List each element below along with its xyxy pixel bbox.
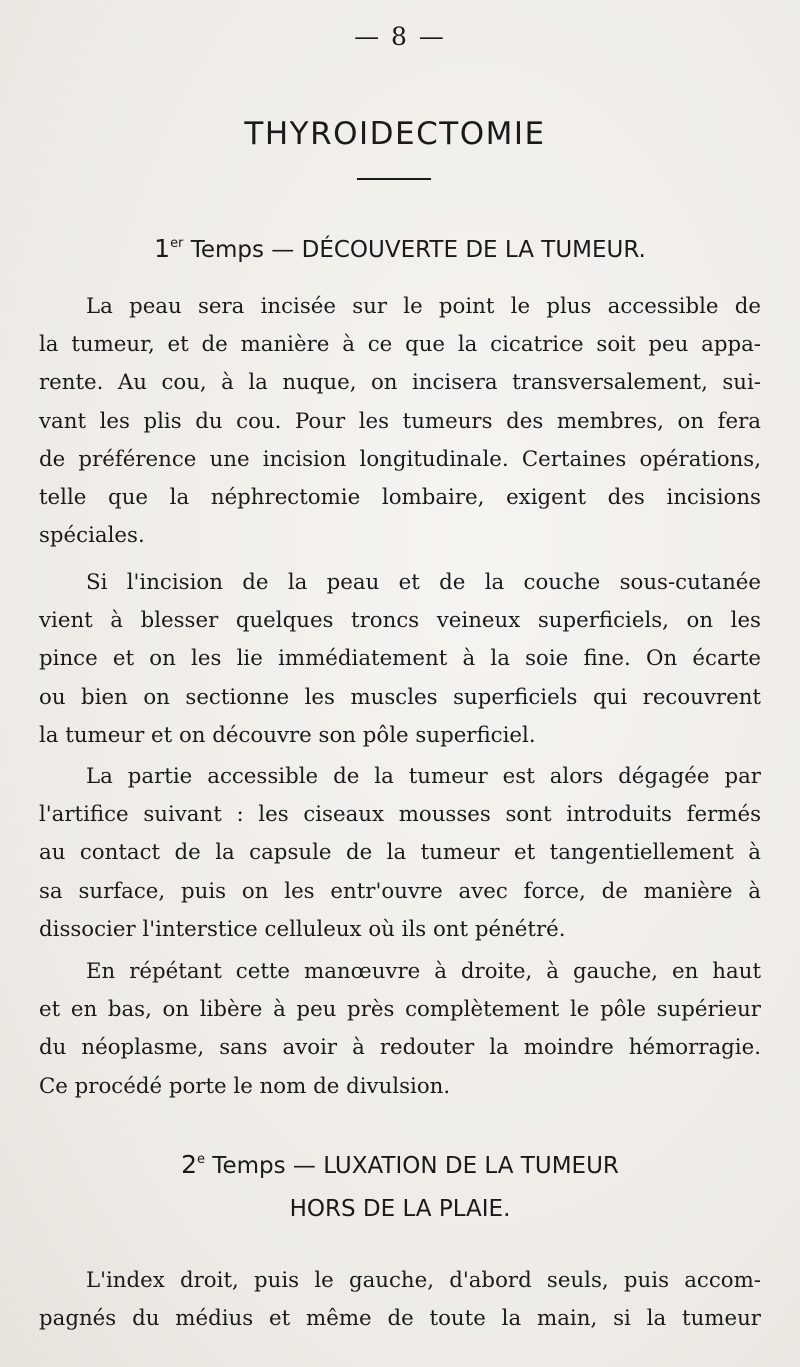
- section-heading-2: [0, 1150, 800, 1179]
- text-line: La partie accessible de la tumeur est alors dégagée par: [86, 764, 761, 789]
- section-heading-2-line-2: HORS DE LA PLAIE.: [289, 1196, 511, 1222]
- text-line: l'artifice suivant : les ciseaux mousses sont introduits fermés: [39, 802, 761, 828]
- text-line: dissocier l'interstice celluleux où ils ont pénétré.: [39, 916, 566, 942]
- section-1-label: Temps — DÉCOUVERTE DE LA TUMEUR.: [183, 237, 646, 263]
- text-line: spéciales.: [39, 523, 145, 549]
- page-number: — 8 —: [354, 22, 446, 51]
- text-line: En répétant cette manœuvre à droite, à gauche, en haut: [86, 959, 761, 984]
- text-line: la tumeur, et de manière à ce que la cicatrice soit peu appa-: [39, 332, 761, 358]
- text-line: Si l'incision de la peau et de la couche sous-cutanée: [86, 570, 761, 595]
- paragraph-5: [39, 1262, 761, 1338]
- section-1-number: 1: [154, 234, 171, 263]
- text-line: sa surface, puis on les entr'ouvre avec force, de manière à: [39, 878, 761, 904]
- title-divider: [357, 178, 431, 180]
- section-2-label: Temps — LUXATION DE LA TUMEUR: [205, 1153, 619, 1179]
- paragraph-2: [39, 564, 761, 755]
- text-line: La peau sera incisée sur le point le plus accessible de: [86, 294, 761, 319]
- section-1-superscript: er: [170, 236, 184, 251]
- text-line: pince et on les lie immédiatement à la soie fine. On écarte: [39, 646, 761, 672]
- text-line: la tumeur et on découvre son pôle superficiel.: [39, 722, 536, 748]
- text-line: rente. Au cou, à la nuque, on incisera transversalement, sui-: [39, 370, 761, 396]
- text-line: et en bas, on libère à peu près complètement le pôle supérieur: [39, 997, 761, 1023]
- text-line: pagnés du médius et même de toute la main, si la tumeur: [39, 1306, 761, 1332]
- paragraph-3: [39, 758, 761, 949]
- text-line: de préférence une incision longitudinale. Certaines opérations,: [39, 446, 761, 472]
- text-line: telle que la néphrectomie lombaire, exigent des incisions: [39, 485, 761, 511]
- text-line: Ce procédé porte le nom de divulsion.: [39, 1073, 451, 1099]
- paragraph-1: [39, 288, 761, 555]
- text-line: vient à blesser quelques troncs veineux superficiels, on les: [39, 608, 761, 634]
- section-2-number: 2: [181, 1150, 197, 1179]
- text-line: vant les plis du cou. Pour les tumeurs des membres, on fera: [39, 408, 761, 434]
- text-line: ou bien on sectionne les muscles superficiels qui recouvrent: [39, 684, 761, 710]
- section-2-superscript: e: [197, 1152, 205, 1167]
- text-line: du néoplasme, sans avoir à redouter la moindre hémorragie.: [39, 1035, 761, 1061]
- paragraph-4: [39, 953, 761, 1106]
- page-title: THYROIDECTOMIE: [244, 116, 546, 152]
- text-line: au contact de la capsule de la tumeur et tangentiellement à: [39, 840, 761, 866]
- text-line: L'index droit, puis le gauche, d'abord seuls, puis accom-: [86, 1268, 761, 1293]
- section-heading-1: [0, 234, 800, 263]
